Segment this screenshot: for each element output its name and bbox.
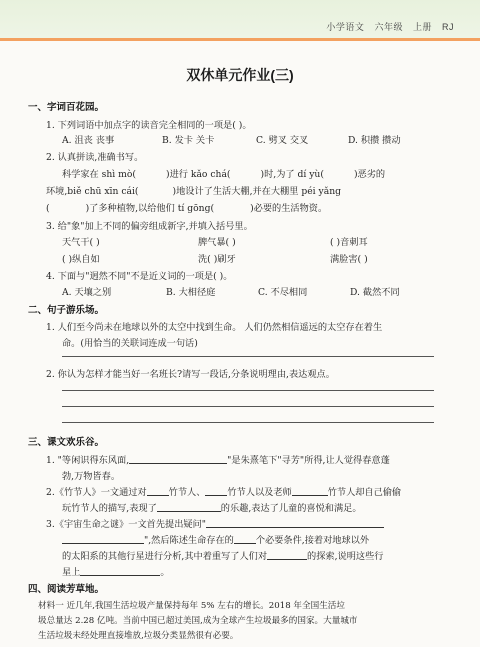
subject-label: 小学语文 [326,22,365,32]
section-heading-1: 一、字词百花园。 [28,102,105,113]
header-meta [319,20,454,33]
q2-line1: 科学家在 shì mò( )进行 kǎo chá( )时,为了 dí yù( )恶劣的 [62,169,386,180]
s3-q2-line2: 玩竹节人的描写,表现了 的乐趣,表达了儿童的喜悦和满足。 [62,503,362,514]
s3-q1-line2: 勃,万物皆春。 [62,471,121,482]
q3-item-5[interactable]: 洗( )刷牙 [198,254,236,265]
blank-line[interactable] [129,454,227,464]
q4-option-a[interactable]: A. 天壤之别 [62,287,112,298]
q1-option-d[interactable]: D. 积攒 攒动 [348,135,401,146]
s3-q1-line1: 1. "等闲识得东风面, "是朱熹笔下"寻芳"所得,让人觉得春意蓬 [46,455,390,466]
blank-line[interactable] [206,518,384,528]
answer-line[interactable] [62,390,434,391]
answer-line[interactable] [62,422,434,423]
blank-line[interactable] [147,486,169,496]
s3-q3-line2: ",然后陈述生命存在的 个必要条件,接着对地球以外 [62,532,369,546]
q3-item-1[interactable]: 天气干( ) [62,237,100,248]
blank-line[interactable] [80,566,160,576]
s3-q3-line4: 星上 。 [62,567,170,578]
s2-q2-line1: 2. 你认为怎样才能当好一名班长?请写一段话,分条说明理由,表达观点。 [46,369,335,380]
volume-label: 上册 [412,22,432,32]
q2-line2: 环境,biě chū xīn cái( )地设计了生活大棚,并在大棚里 péi yǎng [46,186,341,197]
q3-item-4[interactable]: ( )纵自如 [62,254,100,265]
q3-item-3[interactable]: ( )音刺耳 [330,237,368,248]
material-line1: 材料一 近几年,我国生活垃圾产量保持每年 5% 左右的增长。2018 年全国生活垃 [38,601,345,611]
material-line3: 生活垃圾未经处理直接堆放,垃圾分类显然很有必要。 [38,631,239,641]
q3-item-6[interactable]: 满脸害( ) [330,254,368,265]
q3-item-2[interactable]: 脾气暴( ) [198,237,236,248]
q4-option-b[interactable]: B. 大相径庭 [166,287,216,298]
blank-line[interactable] [157,502,221,512]
s2-q1-line2: 命。(用恰当的关联词连成一句话) [62,338,198,349]
material-line2: 圾总量达 2.28 亿吨。当前中国已超过美国,成为全球产生垃圾最多的国家。大量城市 [38,616,358,626]
q4-question: 4. 下面与"迥然不同"不是近义词的一项是( )。 [46,271,233,282]
blank-line[interactable] [234,534,256,544]
q1-option-b[interactable]: B. 发卡 关卡 [162,135,215,146]
s3-q3-line1: 3.《宇宙生命之谜》一文首先提出疑问" [46,516,384,530]
answer-line[interactable] [62,406,434,407]
s3-q2-line1: 2.《竹节人》一文通过对 竹节人、 竹节人以及老师 竹节人却自己偷偷 [46,487,402,498]
answer-line[interactable] [62,356,434,357]
q2-question: 2. 认真拼读,准确书写。 [46,152,144,163]
grade-label: 六年级 [374,22,403,32]
q4-option-c[interactable]: C. 不尽相同 [258,287,308,298]
section-heading-3: 三、课文欢乐谷。 [28,437,105,448]
header-divider [0,38,480,41]
blank-line[interactable] [62,534,144,544]
q3-question: 3. 给"象"加上不同的偏旁组成新字,并填入括号里。 [46,221,253,232]
q1-option-a[interactable]: A. 沮丧 丧事 [62,135,115,146]
section-heading-2: 二、句子游乐场。 [28,305,105,316]
s2-q1-line1: 1. 人们至今尚未在地球以外的太空中找到生命。 人们仍然相信遥远的太空存在着生 [46,322,383,333]
q2-line3: ( )了多种植物,以给他们 tí gōng( )必要的生活物资。 [46,203,328,214]
section-heading-4: 四、阅读芳草地。 [28,584,105,595]
edition-label: RJ [442,22,454,32]
blank-line[interactable] [292,486,328,496]
page-title: 双休单元作业(三) [186,67,294,83]
blank-line[interactable] [205,486,227,496]
blank-line[interactable] [267,550,307,560]
s3-q3-line3: 的太阳系的其他行星进行分析,其中着重写了人们对 的探索,说明这些行 [62,551,384,562]
q4-option-d[interactable]: D. 截然不同 [350,287,400,298]
q1-option-c[interactable]: C. 劈叉 交叉 [256,135,309,146]
q1-question: 1. 下列词语中加点字的读音完全相同的一项是( )。 [46,120,252,131]
